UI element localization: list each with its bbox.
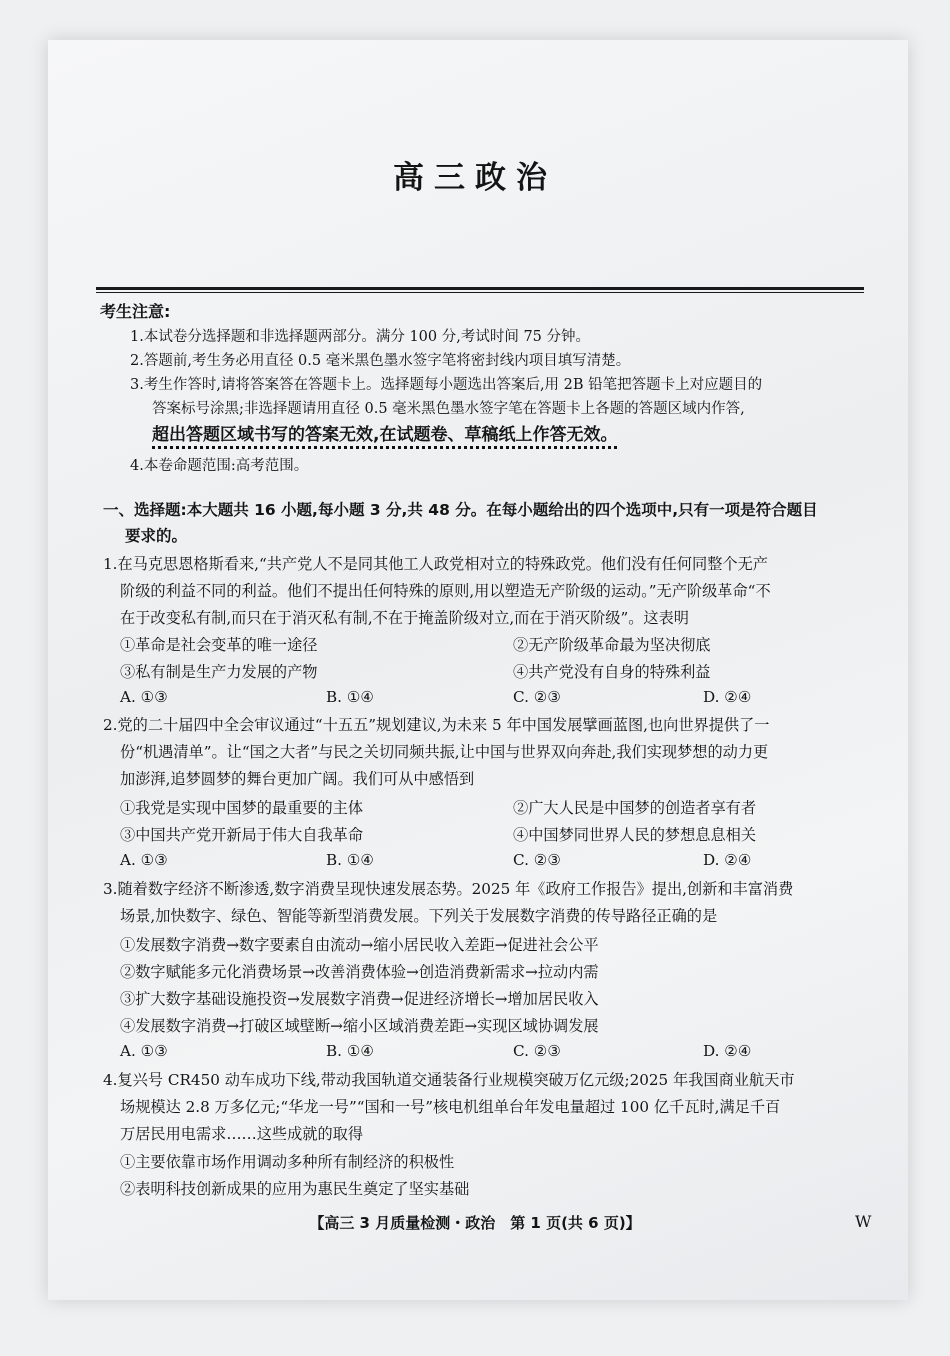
q4-stem-line-3: 万居民用电需求……这些成就的取得: [120, 1125, 363, 1143]
notice-item-3-cont: 答案标号涂黑;非选择题请用直径 0.5 毫米黑色墨水签字笔在答题卡上各题的答题区域内作答,: [152, 401, 745, 417]
notice-item-3: 3.考生作答时,请将答案答在答题卡上。选择题每小题选出答案后,用 2B 铅笔把答题卡上对应题目的: [130, 377, 763, 393]
q4-stem-line-2: 场规模达 2.8 万多亿元;“华龙一号”“国和一号”核电机组单台年发电量超过 100 亿千瓦时,满足千百: [120, 1098, 781, 1116]
title-divider-thin: [96, 292, 864, 293]
q2-choice-c: C. ②③: [513, 851, 561, 869]
q1-stem-line-2: 阶级的利益不同的利益。他们不提出任何特殊的原则,用以塑造无产阶级的运动。”无产阶级革命“不: [120, 582, 771, 600]
section-heading: 一、选择题:本大题共 16 小题,每小题 3 分,共 48 分。在每小题给出的四个选项中,只有一项是符合题目: [103, 501, 818, 519]
q3-path-1: ①发展数字消费→数字要素自由流动→缩小居民收入差距→促进社会公平: [120, 936, 599, 954]
q2-choice-a: A. ①③: [120, 851, 168, 869]
q2-statement-3: ③中国共产党开新局于伟大自我革命: [120, 826, 363, 844]
q3-choice-b: B. ①④: [326, 1042, 375, 1060]
q2-stem-line-1: 2.党的二十届四中全会审议通过“十五五”规划建议,为未来 5 年中国发展擘画蓝图,也向世界提供了一: [103, 716, 770, 734]
q2-choice-d: D. ②④: [703, 851, 752, 869]
notice-item-2: 2.答题前,考生务必用直径 0.5 毫米黑色墨水签字笔将密封线内项目填写清楚。: [130, 353, 631, 369]
q4-stem-line-1: 4.复兴号 CR450 动车成功下线,带动我国轨道交通装备行业规模突破万亿元级;2025 年我国商业航天市: [103, 1071, 795, 1089]
notice-emphasis: 超出答题区域书写的答案无效,在试题卷、草稿纸上作答无效。: [152, 425, 618, 445]
q1-stem-line-1: 1.在马克思恩格斯看来,“共产党人不是同其他工人政党相对立的特殊政党。他们没有任何同整个无产: [103, 555, 768, 573]
notice-item-1: 1.本试卷分选择题和非选择题两部分。满分 100 分,考试时间 75 分钟。: [130, 329, 591, 345]
q2-stem-line-3: 加澎湃,追梦圆梦的舞台更加广阔。我们可从中感悟到: [120, 770, 475, 788]
q1-choice-b: B. ①④: [326, 688, 375, 706]
q4-statement-1: ①主要依靠市场作用调动多种所有制经济的积极性: [120, 1153, 455, 1171]
q2-stem-line-2: 份“机遇清单”。让“国之大者”与民之关切同频共振,让中国与世界双向奔赴,我们实现梦想的动力更: [120, 743, 769, 761]
q3-choice-a: A. ①③: [120, 1042, 168, 1060]
title-divider: [96, 287, 864, 290]
q3-path-4: ④发展数字消费→打破区域壁断→缩小区域消费差距→实现区域协调发展: [120, 1017, 599, 1035]
q2-statement-2: ②广大人民是中国梦的创造者享有者: [513, 799, 756, 817]
version-mark: W: [855, 1212, 872, 1231]
q1-stem-line-3: 在于改变私有制,而只在于消灭私有制,不在于掩盖阶级对立,而在于消灭阶级”。这表明: [120, 609, 689, 627]
q1-choice-c: C. ②③: [513, 688, 561, 706]
notice-heading: 考生注意:: [100, 302, 171, 321]
q1-statement-3: ③私有制是生产力发展的产物: [120, 663, 318, 681]
q3-choice-d: D. ②④: [703, 1042, 752, 1060]
q4-statement-2: ②表明科技创新成果的应用为惠民生奠定了坚实基础: [120, 1180, 470, 1198]
exam-title: 高三政治: [393, 160, 557, 196]
q3-choice-c: C. ②③: [513, 1042, 561, 1060]
q2-choice-b: B. ①④: [326, 851, 375, 869]
section-heading-cont: 要求的。: [125, 527, 188, 545]
q1-choice-a: A. ①③: [120, 688, 168, 706]
q3-stem-line-2: 场景,加快数字、绿色、智能等新型消费发展。下列关于发展数字消费的传导路径正确的是: [120, 907, 718, 925]
q3-stem-line-1: 3.随着数字经济不断渗透,数字消费呈现快速发展态势。2025 年《政府工作报告》提出,创新和丰富消费: [103, 880, 794, 898]
q1-choice-d: D. ②④: [703, 688, 752, 706]
q1-statement-2: ②无产阶级革命最为坚决彻底: [513, 636, 711, 654]
q1-statement-4: ④共产党没有自身的特殊利益: [513, 663, 711, 681]
page-footer: 【高三 3 月质量检测・政治 第 1 页(共 6 页)】: [309, 1214, 641, 1232]
q1-statement-1: ①革命是社会变革的唯一途径: [120, 636, 318, 654]
q3-path-2: ②数字赋能多元化消费场景→改善消费体验→创造消费新需求→拉动内需: [120, 963, 599, 981]
q2-statement-4: ④中国梦同世界人民的梦想息息相关: [513, 826, 756, 844]
q3-path-3: ③扩大数字基础设施投资→发展数字消费→促进经济增长→增加居民收入: [120, 990, 599, 1008]
notice-item-4: 4.本卷命题范围:高考范围。: [130, 458, 309, 474]
q2-statement-1: ①我党是实现中国梦的最重要的主体: [120, 799, 363, 817]
